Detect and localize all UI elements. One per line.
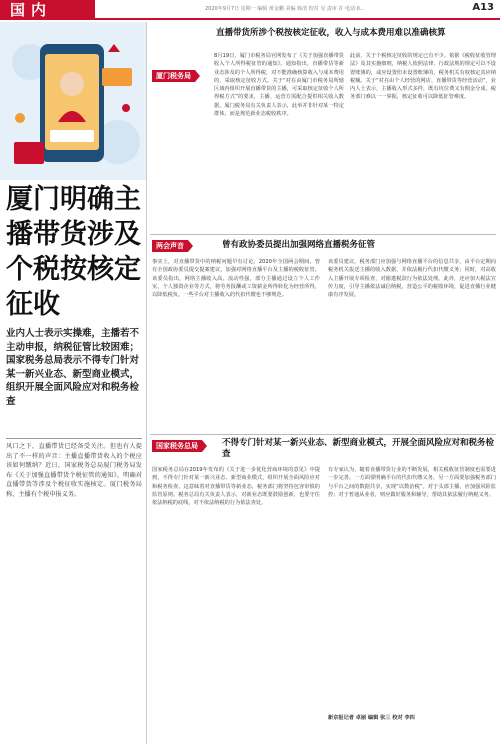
byline: 新京报记者 卓丽 编辑 张三 校对 李四 (328, 715, 415, 721)
hero-illustration (0, 22, 146, 180)
lead-body: 风口之下，直播带货已经备受关注。但也有人提出了不一样的声音：主播直播带货收入的个税应该如何缴纳？近日，国家税务总局厦门税务局发布《关于加强直播带货个税征管的通知》，明确对直播带货等涉及个税征收实施核定。厦门税务局称，主播有个税申报义务。 (6, 443, 142, 498)
lead-subtitle: 业内人士表示实操难，主播若不主动申报，纳税征管比较困难；国家税务总局表示不得专门针对某一新兴业态、新型商业模式，组织开展全面风险应对和税务检查 (6, 328, 140, 407)
article3-col2: 有专家认为，随着直播带货行业的不断发展，相关税收征管制度也需要进一步完善。一方面要明确平台的代扣代缴义务，另一方面要加强税务部门与平台之间的数据共享，实现“以数治税”。对于头部主播，应加强风险监控；对于普通从业者，则应做好服务和辅导，帮助其依法履行纳税义务。 (328, 467, 496, 498)
lead-divider (6, 438, 142, 439)
section-divider (150, 434, 496, 435)
article2-tag: 两会声音 (152, 240, 188, 252)
article3-headline: 不得专门针对某一新兴业态、新型商业模式，开展全面风险应对和税务检查 (222, 438, 495, 459)
article2-col1: 事实上，对直播带货中的纳税问题早有讨论。2020年全国两会期间，曾有全国政协委员提交提案建议，加强对网络直播平台及主播的税收征管。该委员指出，网络主播收入高、流动性强，部分主播通过设立个人工作室、个人独资企业等方式，将劳务报酬或工资薪金所得转化为经营所得，以降低税负。一些平台对主播收入的代扣代缴也不够规范。 (152, 259, 320, 299)
page-number: A13 (472, 2, 494, 13)
article1-col2: 此前，关于个税核定征收的规定已有不少。依据《税收征收管理法》及其实施细则，纳税人依照法律、行政法规的规定可以不设置账簿的，或应设置但未设置账簿的，税务机关有权核定其应纳税额。关于“对在由个人经营的网店、直播带货等经营活动”，业内人士表示，主播收入形式多样，既有坑位费又有佣金分成，税务部门难以一一掌握，核定征收可以降低征管难度。 (350, 53, 496, 101)
phone-live-stream-icon (0, 22, 146, 180)
page-header (0, 0, 500, 20)
article1-tag: 厦门税务局 (152, 70, 195, 82)
section-label: 国内 (0, 0, 95, 20)
article1-col1: 8月19日，厦门市税务局官网发布了《关于加强直播带货收入个人所得税征管的通知》。通知指出，直播带货等新业态涉及的个人所得税，对不能准确核算收入与成本费用的，采取核定征收方式。关于“对在由厦门市税务局所辖区域内组织开展直播带货的主播，可采取核定征收个人所得税方式”的要求，主播、运营方需配合提供相关收入数据。厦门税务局有关负责人表示，此举并非针对某一特定群体，而是规范新业态税收秩序。 (214, 53, 344, 118)
dateline: 2020年9月7日 星期一 编辑 黄金鹏 美编 韩清 校对 吴 责审 许 电话:0... (205, 6, 365, 12)
article3-col1: 国家税务总局在2019年发布的《关于进一步优化营商环境的意见》中提到，不得专门针对某一新兴业态、新型商业模式，组织开展全面风险应对和税务检查。这意味着对直播带货等新业态，税务部门将坚持包容审慎的监管原则。税务总局有关负责人表示，对新业态既要鼓励创新，也要守住依法纳税的底线，对不依法纳税的行为依法查处。 (152, 467, 320, 507)
article2-col2: 该委员建议，税务部门应加强与网络直播平台的信息共享，由平台定期向税务机关报送主播的收入数据，并依法履行代扣代缴义务；同时，对高收入主播开展专项检查，对偷逃税款行为依法处理。此外，还应加大税法宣传力度，引导主播依法诚信纳税，营造公平的税收环境，促进直播行业健康有序发展。 (328, 259, 496, 299)
column-divider (146, 22, 147, 744)
article3-tag: 国家税务总局 (152, 440, 202, 452)
article1-headline: 直播带货所涉个税按核定征收，收入与成本费用难以准确核算 (216, 28, 446, 38)
lead-title: 厦门明确主播带货涉及个税按核定征收 (6, 184, 141, 320)
section-divider (150, 234, 496, 235)
article2-headline: 曾有政协委员提出加强网络直播税务征管 (222, 240, 376, 250)
